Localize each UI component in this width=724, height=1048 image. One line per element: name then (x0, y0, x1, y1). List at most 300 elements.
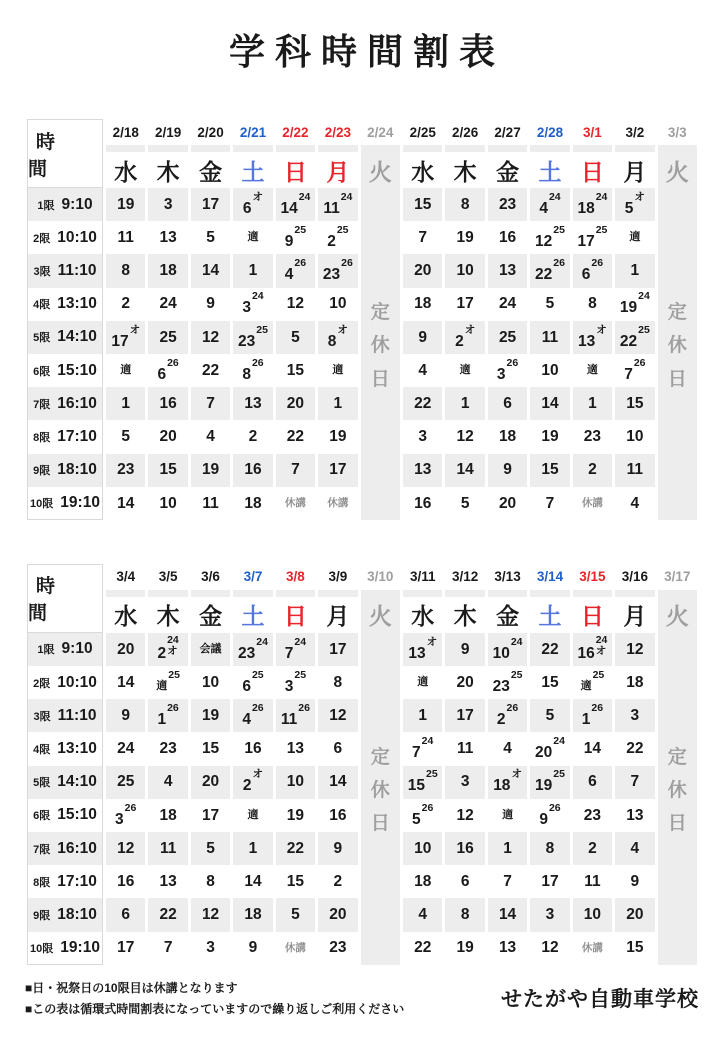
header-strip (445, 590, 484, 597)
period-number: 9限 (33, 909, 51, 922)
lesson-superscript-line: 24 (298, 190, 311, 203)
lesson-cell (106, 354, 145, 387)
lesson-cell (530, 898, 569, 931)
lesson-superscript-line: 24 (548, 190, 561, 203)
lesson-cell (573, 454, 612, 487)
lesson-cell (148, 898, 187, 931)
lesson-superscript-line: 24 (595, 190, 608, 203)
lesson-number: 13 (498, 262, 517, 280)
lesson-superscript (596, 192, 608, 204)
lesson-cell (615, 321, 654, 354)
lesson-value (157, 633, 179, 662)
closed-column (361, 590, 400, 965)
lesson-number: 8 (121, 262, 131, 280)
date-label: 3/10 (367, 569, 394, 585)
lesson-number: 19 (619, 299, 638, 317)
lesson-superscript-line: 26 (506, 356, 519, 369)
lesson-number: 5 (545, 707, 555, 725)
lesson-cell (106, 387, 145, 420)
day-label: 水 (114, 158, 138, 185)
lesson-value (581, 702, 604, 729)
lesson-value (284, 635, 307, 662)
lesson-number: 15 (414, 195, 432, 213)
lesson-value (284, 224, 307, 251)
lesson-superscript-line: オ (167, 645, 178, 658)
period-number: 5限 (33, 332, 51, 345)
lesson-number: 8 (460, 906, 470, 924)
closed-column (361, 145, 400, 520)
lesson-value (539, 190, 561, 217)
lesson-superscript-line: 26 (553, 257, 565, 270)
lesson-cell (445, 633, 484, 666)
lesson-cell (191, 387, 230, 420)
date-label: 3/5 (158, 569, 178, 585)
lesson-number: 7 (291, 461, 300, 479)
date-label: 2/27 (494, 124, 521, 140)
lesson-superscript (591, 258, 603, 270)
date-label: 3/1 (583, 124, 602, 140)
lesson-cell (530, 865, 569, 898)
header-strip (148, 145, 187, 152)
lesson-number: 14 (498, 906, 517, 924)
lesson-number: 16 (329, 806, 347, 824)
lesson-superscript-line: 26 (294, 257, 307, 270)
lesson-cell (573, 221, 612, 254)
lesson-cell (318, 288, 357, 321)
day-label: 月 (623, 603, 647, 630)
lesson-cell (106, 699, 145, 732)
lesson-cell (530, 699, 569, 732)
day-label: 水 (411, 603, 435, 630)
lesson-cell (573, 487, 612, 520)
lesson-superscript (298, 703, 310, 715)
lesson-number: 18 (414, 295, 432, 313)
closed-label (668, 188, 687, 520)
lesson-number: 会議 (199, 642, 222, 655)
lesson-number: 6 (242, 199, 252, 217)
lesson-number: 1 (157, 711, 167, 729)
lesson-cell (233, 288, 272, 321)
lesson-cell (488, 321, 527, 354)
lesson-number: 4 (418, 361, 428, 379)
date-label: 2/18 (112, 124, 139, 140)
lesson-cell (233, 354, 272, 387)
lesson-number: 13 (408, 644, 426, 662)
lesson-number: 8 (242, 365, 251, 383)
day-label: 日 (580, 603, 604, 630)
lesson-cell (488, 865, 527, 898)
lesson-number: 2 (588, 839, 597, 857)
lesson-number: 適 (580, 680, 592, 693)
lesson-number: 25 (117, 773, 135, 791)
period-time: 14:10 (57, 773, 97, 791)
lesson-cell (573, 288, 612, 321)
lesson-number: 7 (630, 773, 640, 791)
lesson-number: 1 (588, 394, 597, 412)
lesson-cell (276, 666, 315, 699)
lesson-cell (445, 932, 484, 965)
lesson-superscript-line: 24 (595, 633, 608, 646)
lesson-cell (530, 732, 569, 765)
header-strip (530, 145, 569, 152)
lesson-number: 19 (117, 195, 135, 213)
lesson-number: 23 (159, 740, 177, 758)
lesson-cell (148, 666, 187, 699)
lesson-superscript-line: 26 (548, 801, 561, 814)
lesson-cell (530, 799, 569, 832)
lesson-cell (233, 766, 272, 799)
lesson-number: 8 (588, 295, 597, 313)
lesson-cell (403, 487, 442, 520)
lesson-number: 17 (456, 295, 474, 313)
lesson-cell (445, 321, 484, 354)
lesson-superscript (596, 225, 608, 237)
lesson-number: 16 (577, 644, 595, 662)
period-time: 15:10 (57, 361, 97, 379)
schedule-page (0, 24, 724, 1020)
lesson-number: 3 (460, 773, 470, 791)
lesson-value (242, 668, 264, 695)
lesson-cell (403, 221, 442, 254)
period-number: 1限 (37, 199, 55, 212)
header-strip (276, 145, 315, 152)
lesson-number: 16 (244, 461, 262, 479)
lesson-superscript (256, 325, 268, 337)
lesson-value (280, 702, 310, 729)
lesson-superscript (591, 703, 603, 715)
period-number: 4限 (33, 744, 51, 757)
closed-label-char: 日 (370, 368, 390, 390)
lesson-value (323, 190, 353, 217)
lesson-cell (403, 420, 442, 453)
lesson-superscript (253, 769, 264, 781)
lesson-cell (488, 666, 527, 699)
lesson-superscript-line: 25 (592, 668, 605, 681)
lesson-number: 5 (291, 328, 300, 346)
lesson-value (327, 224, 349, 251)
lesson-value (238, 635, 268, 662)
lesson-value (327, 323, 348, 350)
lesson-superscript-line: 26 (591, 702, 604, 715)
lesson-cell (233, 666, 272, 699)
lesson-number: 7 (624, 365, 633, 383)
lesson-number: 12 (456, 428, 474, 446)
lesson-cell (530, 454, 569, 487)
lesson-cell (191, 288, 230, 321)
lesson-cell (488, 288, 527, 321)
lesson-number: 適 (156, 680, 168, 693)
lesson-cell (445, 354, 484, 387)
closed-day-label: 火 (665, 603, 689, 630)
lesson-superscript-line: 25 (638, 323, 650, 336)
period-cell (27, 699, 103, 732)
lesson-number: 18 (244, 906, 262, 924)
date-label: 3/15 (579, 569, 606, 585)
lesson-value (111, 323, 141, 350)
lesson-number: 7 (412, 744, 421, 762)
lesson-number: 2 (333, 873, 343, 891)
lesson-superscript-line: 26 (251, 702, 264, 715)
lesson-superscript-line: 25 (553, 224, 565, 236)
lesson-number: 20 (286, 394, 305, 412)
lesson-superscript (507, 358, 519, 370)
lesson-number: 20 (535, 744, 553, 762)
lesson-superscript-line: 26 (251, 356, 264, 369)
lesson-cell (573, 865, 612, 898)
date-label: 3/14 (536, 569, 564, 585)
lesson-cell (573, 898, 612, 931)
day-label: 木 (453, 158, 477, 185)
period-time: 13:10 (57, 295, 97, 313)
lesson-number: 10 (541, 361, 559, 379)
lesson-number: 7 (418, 229, 428, 247)
lesson-cell (573, 254, 612, 287)
lesson-number: 1 (248, 262, 258, 280)
period-time: 18:10 (57, 461, 97, 479)
lesson-superscript-line: オ (252, 190, 264, 203)
lesson-cell (106, 766, 145, 799)
date-label: 3/3 (667, 124, 687, 140)
lesson-cell (615, 254, 654, 287)
period-cell (27, 799, 103, 832)
period-time: 15:10 (57, 806, 97, 824)
lesson-superscript (596, 635, 608, 658)
period-time: 19:10 (60, 938, 100, 956)
lesson-cell (445, 420, 484, 453)
lesson-superscript (634, 358, 646, 370)
lesson-number: 17 (111, 332, 129, 350)
lesson-superscript-line: オ (595, 645, 607, 658)
date-label: 3/4 (116, 569, 136, 585)
lesson-cell (233, 865, 272, 898)
closed-label-char: 定 (370, 302, 390, 324)
lesson-cell (615, 799, 654, 832)
period-cell (27, 666, 103, 699)
lesson-number: 23 (498, 195, 517, 213)
period-number: 1限 (37, 644, 55, 657)
period-cell (27, 254, 103, 287)
lesson-cell (233, 254, 272, 287)
lesson-superscript-line: オ (129, 323, 141, 336)
closed-label-char: 休 (667, 335, 687, 357)
day-label: 土 (241, 158, 265, 185)
timetable-february (27, 119, 697, 520)
lesson-cell (276, 832, 315, 865)
lesson-cell (106, 898, 145, 931)
lesson-value (157, 356, 179, 383)
lesson-cell (573, 420, 612, 453)
lesson-cell (530, 766, 569, 799)
period-time: 16:10 (57, 839, 97, 857)
lesson-number: 15 (626, 394, 644, 412)
lesson-number: 18 (626, 673, 644, 691)
lesson-cell (106, 288, 145, 321)
closed-day-label: 火 (368, 158, 392, 185)
period-number: 10限 (30, 942, 54, 955)
date-label: 3/11 (409, 569, 436, 585)
lesson-number: 12 (626, 640, 644, 658)
lesson-superscript-line: 26 (591, 257, 604, 270)
lesson-cell (530, 420, 569, 453)
lesson-cell (148, 387, 187, 420)
lesson-number: 4 (163, 773, 173, 791)
lesson-cell (530, 188, 569, 221)
lesson-cell (191, 321, 230, 354)
lesson-value (412, 735, 434, 762)
day-label: 月 (623, 158, 647, 185)
cancelled-label: 休講 (327, 497, 349, 510)
lesson-number: 12 (201, 906, 220, 924)
lesson-number: 22 (535, 266, 553, 284)
lesson-value (284, 668, 307, 695)
closed-label-char: 定 (370, 746, 390, 768)
lesson-cell (530, 633, 569, 666)
lesson-cell (318, 865, 357, 898)
lesson-cell (573, 633, 612, 666)
lesson-value (535, 735, 565, 762)
lesson-value (577, 224, 608, 251)
lesson-cell (233, 699, 272, 732)
lesson-cell (191, 454, 230, 487)
lesson-cell (445, 865, 484, 898)
lesson-cell (615, 699, 654, 732)
lesson-number: 10 (583, 906, 602, 924)
lesson-cell (488, 832, 527, 865)
lesson-number: 7 (545, 494, 555, 512)
lesson-value (539, 801, 561, 828)
lesson-cell (530, 932, 569, 965)
lesson-cell (403, 254, 442, 287)
cancelled-label: 休講 (284, 497, 306, 510)
header-strip (615, 145, 654, 152)
closed-label-char: 休 (667, 780, 687, 802)
lesson-cell (106, 865, 145, 898)
lesson-cell (403, 699, 442, 732)
lesson-number: 16 (244, 740, 262, 758)
lesson-number: 19 (541, 428, 559, 446)
date-label: 3/17 (664, 569, 691, 585)
lesson-number: 17 (329, 640, 347, 658)
lesson-superscript-line: 25 (425, 768, 438, 781)
lesson-cell (615, 766, 654, 799)
lesson-superscript (252, 291, 264, 303)
period-number: 7限 (33, 843, 51, 856)
lesson-number: 10 (626, 428, 644, 446)
lesson-number: 13 (244, 394, 262, 412)
lesson-number: 3 (496, 365, 506, 383)
lesson-cell (403, 865, 442, 898)
lesson-number: 6 (460, 873, 470, 891)
lesson-number: 4 (242, 711, 251, 729)
lesson-number: 5 (545, 295, 555, 313)
lesson-number: 5 (291, 906, 300, 924)
lesson-number: 3 (163, 195, 173, 213)
lesson-number: 1 (418, 707, 428, 725)
lesson-number: 15 (541, 461, 559, 479)
date-label: 3/13 (494, 569, 521, 585)
lesson-number: 17 (329, 461, 347, 479)
date-label: 2/25 (409, 124, 436, 140)
lesson-number: 15 (159, 461, 177, 479)
lesson-number: 16 (456, 839, 474, 857)
lesson-number: 10 (456, 262, 474, 280)
day-label: 日 (283, 603, 307, 630)
lesson-number: 2 (588, 461, 597, 479)
lesson-cell (530, 387, 569, 420)
lesson-cell (403, 666, 442, 699)
lesson-superscript-line: オ (511, 768, 522, 781)
lesson-cell (318, 420, 357, 453)
lesson-cell (106, 454, 145, 487)
lesson-cell (276, 932, 315, 965)
lesson-number: 2 (248, 428, 258, 446)
lesson-cell (276, 732, 315, 765)
day-label: 土 (538, 158, 562, 185)
date-label: 3/2 (625, 124, 645, 140)
lesson-number: 18 (577, 199, 595, 217)
lesson-number: 14 (117, 494, 135, 512)
period-time: 9:10 (61, 195, 93, 213)
lesson-number: 5 (206, 229, 215, 247)
lesson-cell (573, 832, 612, 865)
lesson-cell (276, 221, 315, 254)
lesson-number: 適 (502, 808, 514, 821)
lesson-cell (148, 454, 187, 487)
period-time: 10:10 (57, 673, 97, 691)
lesson-value (577, 190, 608, 217)
date-label: 3/9 (328, 569, 348, 585)
lesson-superscript-line: 26 (341, 257, 353, 270)
lesson-number: 1 (333, 394, 343, 412)
lesson-cell (445, 766, 484, 799)
lesson-superscript (253, 192, 264, 204)
lesson-cell (106, 188, 145, 221)
lesson-number: 22 (159, 906, 177, 924)
lesson-cell (191, 932, 230, 965)
period-time: 11:10 (57, 706, 97, 724)
lesson-cell (445, 254, 484, 287)
lesson-cell (615, 188, 654, 221)
lesson-number: 19 (286, 806, 305, 824)
lesson-cell (276, 699, 315, 732)
lesson-superscript (341, 258, 353, 270)
lesson-superscript-line: 26 (298, 702, 310, 715)
lesson-number: 23 (238, 644, 256, 662)
lesson-cell (233, 633, 272, 666)
closed-label-char: 日 (667, 368, 687, 390)
date-label: 2/21 (239, 124, 267, 140)
day-label: 木 (453, 603, 477, 630)
lesson-superscript-line: 26 (124, 801, 137, 814)
lesson-number: 20 (329, 906, 347, 924)
lesson-superscript-line: 26 (421, 801, 434, 814)
lesson-superscript (465, 325, 476, 337)
lesson-cell (233, 387, 272, 420)
lesson-number: 2 (455, 332, 464, 350)
lesson-number: 20 (498, 494, 517, 512)
lesson-number: 23 (329, 939, 347, 957)
lesson-cell (233, 454, 272, 487)
lesson-cell (488, 799, 527, 832)
lesson-cell (318, 354, 357, 387)
lesson-cell (403, 354, 442, 387)
lesson-cell (573, 732, 612, 765)
lesson-number: 10 (286, 773, 305, 791)
period-time: 13:10 (57, 740, 97, 758)
lesson-cell (148, 321, 187, 354)
lesson-number: 8 (460, 195, 470, 213)
lesson-value (242, 356, 264, 383)
